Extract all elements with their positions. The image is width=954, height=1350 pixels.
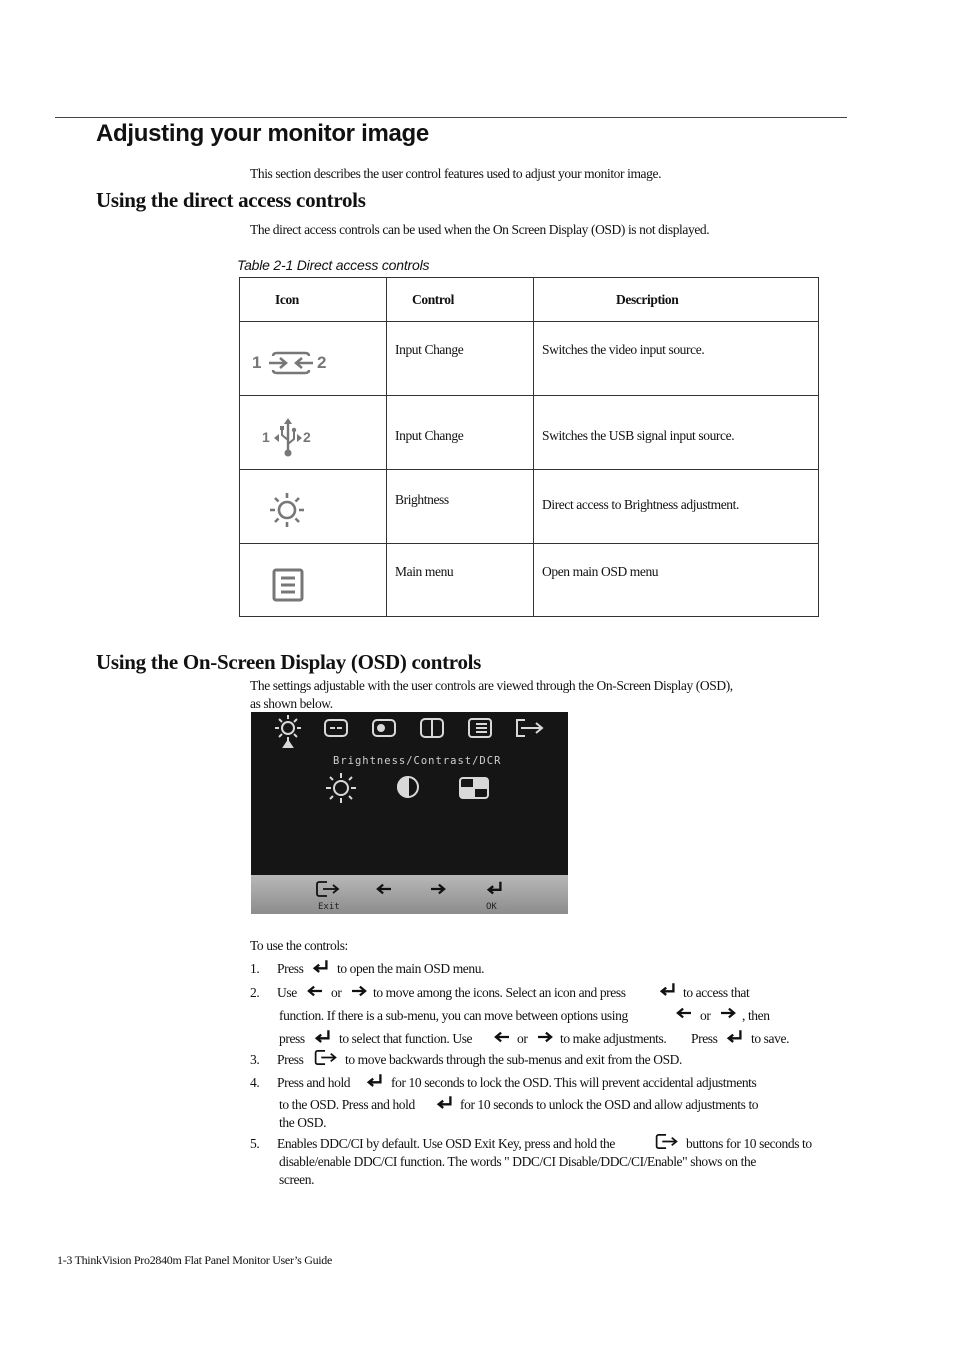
- page-footer: 1-3 ThinkVision Pro2840m Flat Panel Monitor User’s Guide: [57, 1253, 333, 1267]
- osd-exit-icon: [315, 880, 341, 898]
- step-text: to make adjustments.: [560, 1031, 667, 1046]
- step-text: to select that function. Use: [339, 1031, 473, 1046]
- step-text: disable/enable DDC/CI function. The words " DDC/CI Disable/DDC/CI/Enable" shows on the: [279, 1154, 756, 1169]
- osd-left-arrow-icon: [375, 882, 393, 896]
- step-text: for 10 seconds to unlock the OSD and allow adjustments to: [460, 1097, 759, 1112]
- step-number: 1.: [250, 961, 260, 976]
- description-cell: Open main OSD menu: [542, 564, 659, 579]
- right-arrow-icon: [718, 1006, 738, 1020]
- direct-access-heading: Using the direct access controls: [96, 188, 366, 212]
- osd-exit-label: Exit: [318, 902, 340, 912]
- osd-tab-brightness-icon: [275, 715, 301, 747]
- osd-enter-icon: [486, 880, 504, 896]
- table-row: [240, 470, 819, 544]
- main-menu-icon: [240, 544, 386, 616]
- enter-icon: [726, 1029, 744, 1044]
- control-cell: Input Change: [395, 428, 464, 443]
- description-cell: Switches the USB signal input source.: [542, 428, 735, 443]
- step-text: to save.: [751, 1031, 790, 1046]
- enter-icon: [436, 1095, 454, 1110]
- step-number: 5.: [250, 1136, 260, 1151]
- direct-access-table: [239, 277, 819, 617]
- enter-icon: [312, 959, 330, 974]
- osd-heading: Using the On-Screen Display (OSD) controls: [96, 650, 482, 674]
- step-number: 3.: [250, 1052, 260, 1067]
- step-text: to move backwards through the sub-menus and exit from the OSD.: [345, 1052, 683, 1067]
- right-arrow-icon: [349, 984, 369, 998]
- step-text: screen.: [279, 1172, 315, 1187]
- step-text: Press and hold: [277, 1075, 351, 1090]
- instructions-lead: To use the controls:: [250, 938, 348, 953]
- icon-label-2: 2: [317, 353, 327, 372]
- step-text: , then: [742, 1008, 770, 1023]
- step-text: to the OSD. Press and hold: [279, 1097, 415, 1112]
- step-number: 2.: [250, 985, 260, 1000]
- step-text: Press: [277, 961, 304, 976]
- col-header-icon: Icon: [275, 291, 299, 307]
- step-text: to access that: [683, 985, 750, 1000]
- step-text: function. If there is a sub-menu, you can move between options using: [279, 1008, 628, 1023]
- step-text: press: [279, 1031, 305, 1046]
- icon-label-2: 2: [303, 429, 311, 445]
- page-title: Adjusting your monitor image: [96, 120, 429, 147]
- icon-label-1: 1: [262, 429, 270, 445]
- step-text: or: [700, 1008, 711, 1023]
- step-text: Use: [277, 985, 297, 1000]
- left-arrow-icon: [305, 984, 325, 998]
- brightness-sun-icon: [240, 470, 386, 543]
- osd-menu-title: Brightness/Contrast/DCR: [333, 755, 502, 767]
- table-header-row: [240, 278, 819, 322]
- step-text: to move among the icons. Select an icon and press: [373, 985, 626, 1000]
- step-text: or: [517, 1031, 528, 1046]
- table-row: [240, 544, 819, 617]
- table-caption: Table 2-1 Direct access controls: [237, 257, 430, 273]
- step-text: for 10 seconds to lock the OSD. This will prevent accidental adjustments: [391, 1075, 757, 1090]
- osd-ok-label: OK: [486, 902, 497, 912]
- step-text: the OSD.: [279, 1115, 327, 1130]
- control-cell: Input Change: [395, 342, 464, 357]
- input-change-video-icon: [240, 322, 386, 395]
- col-header-control: Control: [412, 291, 454, 307]
- usb-input-change-icon: [240, 396, 386, 469]
- step-number: 4.: [250, 1075, 260, 1090]
- description-cell: Switches the video input source.: [542, 342, 705, 357]
- right-arrow-icon: [535, 1030, 555, 1044]
- step-text: buttons for 10 seconds to: [686, 1136, 812, 1151]
- osd-intro-line1: The settings adjustable with the user controls are viewed through the On-Screen Display (OSD),: [250, 678, 733, 693]
- osd-right-arrow-icon: [429, 882, 447, 896]
- enter-icon: [659, 982, 677, 997]
- control-cell: Main menu: [395, 564, 454, 579]
- exit-icon: [313, 1049, 339, 1066]
- step-text: Enables DDC/CI by default. Use OSD Exit Key, press and hold the: [277, 1136, 615, 1151]
- step-text: to open the main OSD menu.: [337, 961, 485, 976]
- osd-screenshot: [251, 712, 568, 914]
- left-arrow-icon: [492, 1030, 512, 1044]
- enter-icon: [314, 1029, 332, 1044]
- control-cell: Brightness: [395, 492, 449, 507]
- header-rule: [55, 117, 847, 118]
- step-text: Press: [691, 1031, 718, 1046]
- osd-intro-line2: as shown below.: [250, 696, 333, 711]
- osd-button-bar: [251, 875, 568, 914]
- intro-text: This section describes the user control features used to adjust your monitor image.: [250, 166, 662, 181]
- icon-label-1: 1: [252, 353, 262, 372]
- col-header-description: Description: [616, 291, 679, 307]
- direct-access-intro: The direct access controls can be used when the On Screen Display (OSD) is not displayed.: [250, 222, 710, 237]
- enter-icon: [366, 1073, 384, 1088]
- table-row: [240, 322, 819, 396]
- exit-icon: [654, 1133, 680, 1150]
- description-cell: Direct access to Brightness adjustment.: [542, 497, 739, 512]
- step-text: Press: [277, 1052, 304, 1067]
- step-text: or: [331, 985, 342, 1000]
- left-arrow-icon: [674, 1006, 694, 1020]
- table-row: [240, 396, 819, 470]
